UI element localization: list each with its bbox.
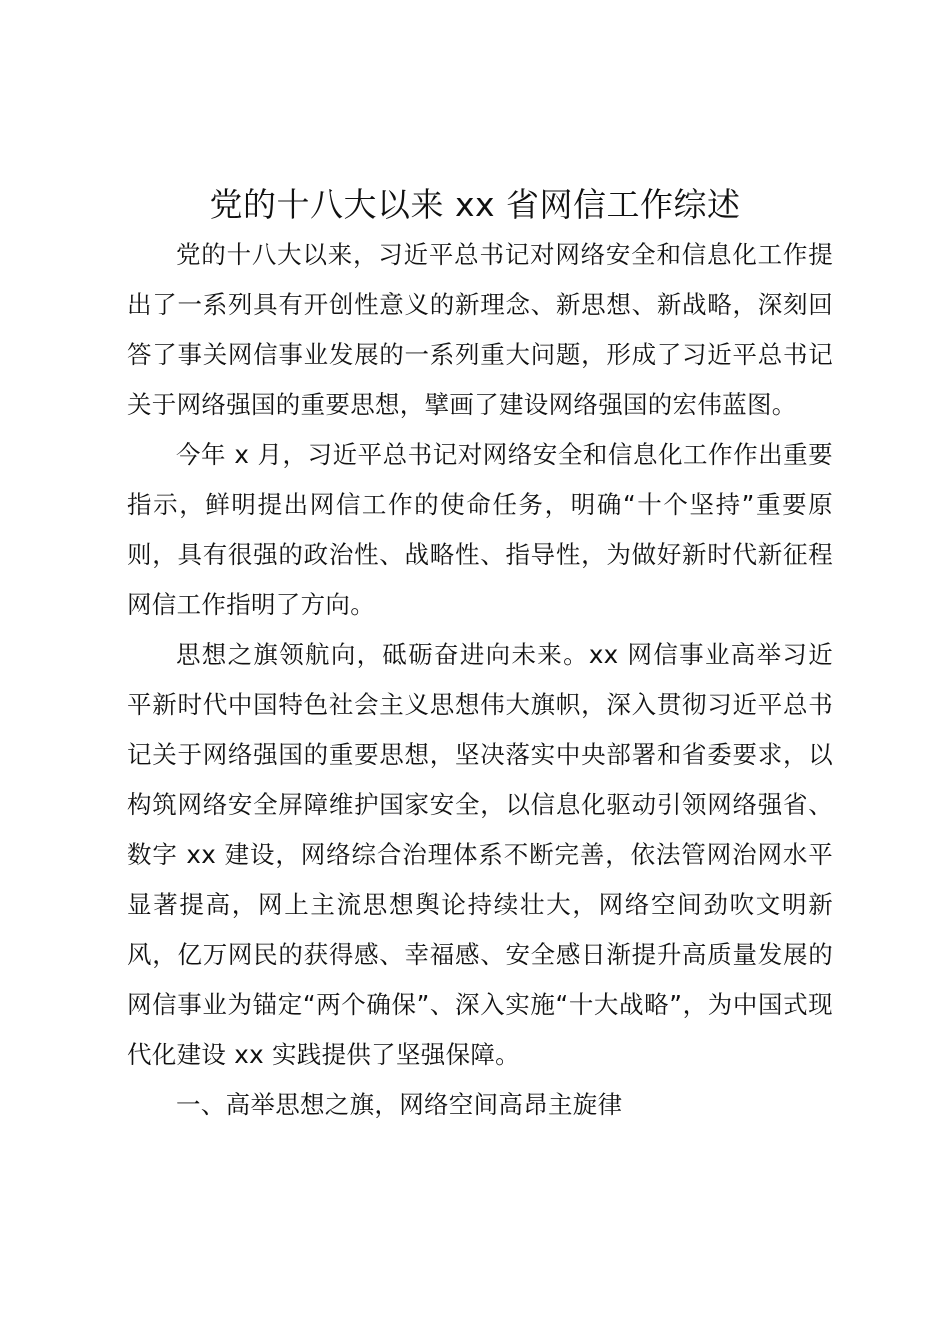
document-title: 党的十八大以来 xx 省网信工作综述 <box>209 185 741 224</box>
paragraph-intro: 党的十八大以来，习近平总书记对网络安全和信息化工作提出了一系列具有开创性意义的新理念、新思想、新战略，深刻回答了事关网信事业发展的一系列重大问题，形成了习近平总书记关于网络强国的重要思想，擘画了建设网络强国的宏伟蓝图。 <box>127 240 833 419</box>
paragraph-overview: 思想之旗领航向，砥砺奋进向未来。xx 网信事业高举习近平新时代中国特色社会主义思想伟大旗帜，深入贯彻习近平总书记关于网络强国的重要思想，坚决落实中央部署和省委要求，以构筑网络安全屏障维护国家安全，以信息化驱动引领网络强省、数字 xx 建设，网络综合治理体系不断完善，依法管网治网水平显著提高，网上主流思想舆论持续壮大，网络空间劲吹文明新风，亿万网民的获得感、幸福感、安全感日渐提升高质量发展的网信事业为锚定“两个确保”、深入实施“十大战略”，为中国式现代化建设 xx 实践提供了坚强保障。 <box>127 640 833 1069</box>
section-heading-1: 一、高举思想之旗，网络空间高昂主旋律 <box>176 1090 623 1119</box>
paragraph-instructions: 今年 x 月，习近平总书记对网络安全和信息化工作作出重要指示，鲜明提出网信工作的使命任务，明确“十个坚持”重要原则，具有很强的政治性、战略性、指导性，为做好新时代新征程网信工作指明了方向。 <box>127 440 833 619</box>
document-body <box>127 230 833 1130</box>
